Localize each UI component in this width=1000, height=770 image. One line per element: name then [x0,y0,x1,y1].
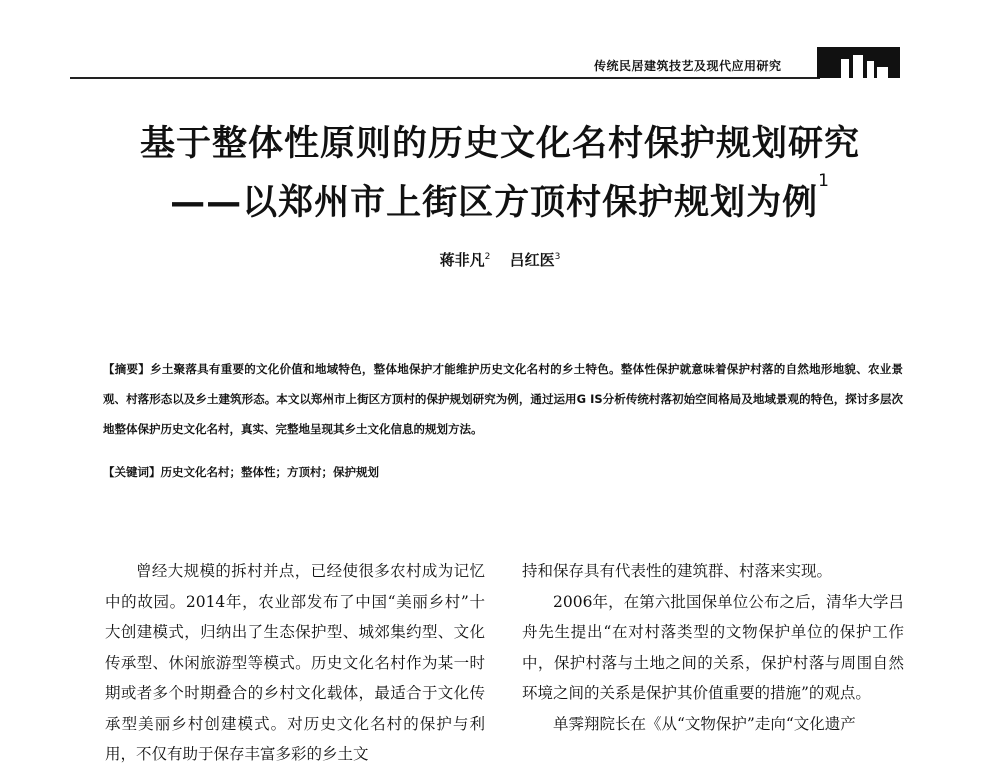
body-paragraph: 单霁翔院长在《从“文物保护”走向“文化遗产 [553,714,856,733]
keywords [103,464,903,480]
author-footnote-mark: 3 [554,252,561,262]
body-paragraph: 持和保存具有代表性的建筑群、村落来实现。 [522,562,833,580]
abstract [103,354,903,444]
keywords-label: 【关键词】 [103,465,161,479]
title-footnote-mark: 1 [818,171,830,191]
body-right-column [522,556,904,739]
abstract-label: 【摘要】 [103,362,151,376]
body-left-column: 曾经大规模的拆村并点，已经使很多农村成为记忆中的故园。2014年，农业部发布了中国“美丽乡村”十大创建模式，归纳出了生态保护型、城郊集约型、文化传承型、休闲旅游型等模式。历史文化名村作为某一时期或者多个时期叠合的乡村文化载体，最适合于文化传承型美丽乡村创建模式。对历史文化名村的保护与利用，不仅有助于保存丰富多彩的乡土文 [105,562,485,763]
article-subtitle [0,171,1000,225]
abstract-text: 乡土聚落具有重要的文化价值和地域特色，整体地保护才能维护历史文化名村的乡土特色。整体性保护就意味着保护村落的自然地形地貌、农业景观、村落形态以及乡土建筑形态。本文以郑州市上街区方顶村的保护规划研究为例，通过运用G IS分析传统村落初始空间格局及地域景观的特色，探讨多层次地整体保护历史文化名村，真实、完整地呈现其乡土文化信息的规划方法。 [103,362,903,436]
body-paragraph: 2006年，在第六批国保单位公布之后，清华大学吕舟先生提出“在对村落类型的文物保护单位的保护工作中，保护村落与土地之间的关系，保护村落与周围自然环境之间的关系是保护其价值重要的措施”的观点。 [522,592,904,702]
author-footnote-mark: 2 [484,252,491,262]
authors [0,249,1000,270]
author-name: 蒋非凡 [439,251,485,269]
author [510,251,561,269]
author [440,251,491,269]
article-title: 基于整体性原则的历史文化名村保护规划研究 [139,124,860,164]
article-subtitle-text: ——以郑州市上街区方顶村保护规划为例 [170,183,819,223]
author-name: 吕红医 [509,251,555,269]
running-header-title: 传统民居建筑技艺及现代应用研究 [594,59,782,73]
header-rule [70,77,820,79]
journal-logo-icon [817,47,900,78]
keywords-text: 历史文化名村；整体性；方顶村；保护规划 [160,465,379,479]
